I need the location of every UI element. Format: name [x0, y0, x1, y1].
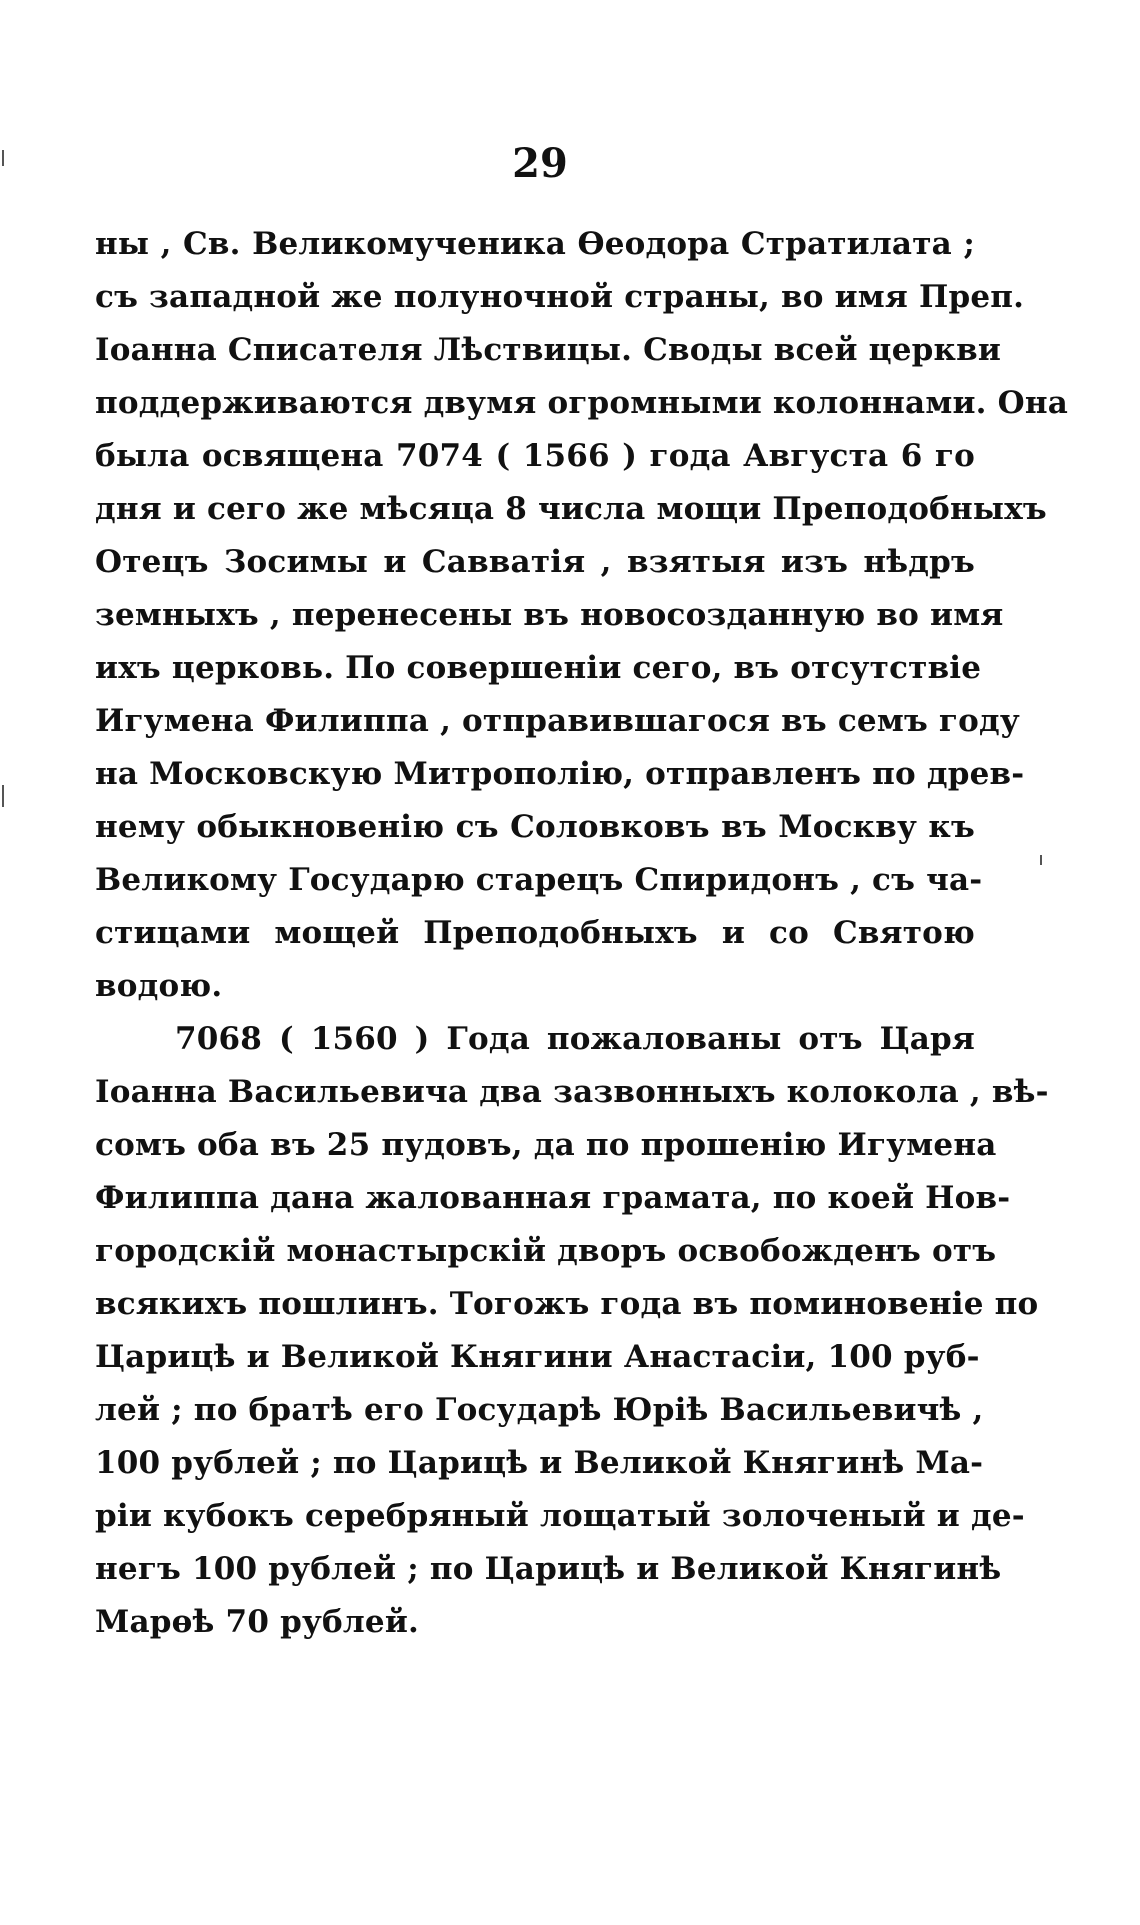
text-line: на Московскую Митрополію, отправленъ по древ-: [95, 756, 1025, 792]
text-line: 7068 ( 1560 ) Года пожалованы отъ Царя: [175, 1021, 975, 1057]
text-line: ихъ церковь. По совершеніи сего, въ отсутствіе: [95, 650, 982, 686]
scan-mark: [2, 785, 4, 807]
text-line: негъ 100 рублей ; по Царицѣ и Великой Княгинѣ: [95, 1551, 1002, 1587]
text-line: сомъ оба въ 25 пудовъ, да по прошенію Игумена: [95, 1127, 997, 1163]
text-line: нему обыкновенію съ Соловковъ въ Москву къ: [95, 809, 975, 845]
text-line: Іоанна Васильевича два зазвонныхъ колокола , вѣ-: [95, 1074, 1049, 1110]
text-line: Марөѣ 70 рублей.: [95, 1604, 420, 1640]
text-line: земныхъ , перенесены въ новосозданную во имя: [95, 597, 1004, 633]
text-line: была освящена 7074 ( 1566 ) года Августа 6 го: [95, 438, 975, 474]
text-line: городскій монастырскій дворъ освобожденъ отъ: [95, 1233, 997, 1269]
page-number: 29: [512, 140, 568, 187]
text-line: Филиппа дана жалованная грамата, по коей Нов-: [95, 1180, 1011, 1216]
text-line: водою.: [95, 968, 223, 1004]
text-line: стицами мощей Преподобныхъ и со Святою: [95, 915, 975, 951]
text-line: съ западной же полуночной страны, во имя Преп.: [95, 279, 1025, 315]
scan-mark: [1040, 855, 1042, 865]
scan-mark: [2, 150, 4, 166]
text-line: Іоанна Списателя Лѣствицы. Своды всей церкви: [95, 332, 1002, 368]
text-line: лей ; по братѣ его Государѣ Юріѣ Васильевичѣ ,: [95, 1392, 984, 1428]
text-line: Игумена Филиппа , отправившагося въ семъ году: [95, 703, 1020, 739]
text-line: 100 рублей ; по Царицѣ и Великой Княгинѣ Ма-: [95, 1445, 984, 1481]
text-line: всякихъ пошлинъ. Тогожъ года въ поминовеніе по: [95, 1286, 1039, 1322]
text-line: Отецъ Зосимы и Савватія , взятыя изъ нѣдръ: [95, 544, 975, 580]
text-line: ны , Св. Великомученика Өеодора Стратилата ;: [95, 226, 975, 262]
body-text: [95, 218, 1069, 1649]
paragraph-1: [95, 218, 1069, 1013]
paragraph-2: [95, 1013, 1049, 1649]
text-line: ріи кубокъ серебряный лощатый золоченый и де-: [95, 1498, 1025, 1534]
text-line: поддерживаются двумя огромными колоннами. Она: [95, 385, 1069, 421]
text-line: Великому Государю старецъ Спиридонъ , съ ча-: [95, 862, 983, 898]
text-line: дня и сего же мѣсяца 8 числа мощи Преподобныхъ: [95, 491, 1047, 527]
text-line: Царицѣ и Великой Княгини Анастасіи, 100 руб-: [95, 1339, 980, 1375]
